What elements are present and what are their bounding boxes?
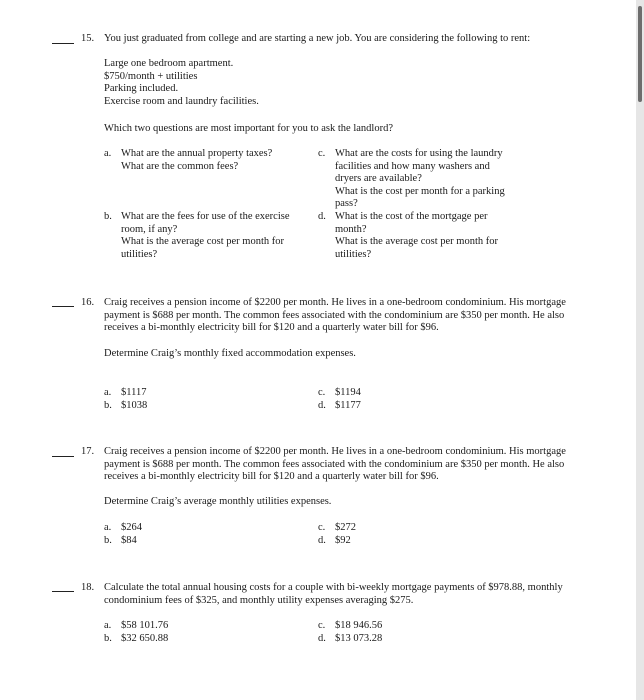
stem-line: receives a bi-monthly electricity bill for $120 and a quarterly water bill for $96.: [104, 322, 439, 334]
stem-line: condominium fees of $325, and monthly utility expenses averaging $275.: [104, 594, 414, 606]
stem-line: Craig receives a pension income of $2200 per month. He lives in a one-bedroom condominium. His mortgage: [104, 446, 566, 457]
stem-line: Calculate the total annual housing costs for a couple with bi-weekly mortgage payments of $978.88, monthly: [104, 582, 563, 593]
option-letter: a.: [104, 522, 112, 533]
vertical-scrollbar[interactable]: [636, 0, 644, 700]
option-line: room, if any?: [121, 223, 178, 235]
option-line: What is the cost of the mortgage per: [335, 211, 488, 222]
option-value: $84: [121, 535, 137, 546]
option-line: What is the average cost per month for: [335, 236, 498, 248]
option-letter: b.: [104, 633, 112, 644]
option-value: $1117: [121, 387, 147, 398]
option-line: What are the fees for use of the exercise: [121, 211, 290, 222]
question-number: 18.: [81, 582, 95, 593]
option-line: utilities?: [121, 248, 158, 260]
stem-line: Craig receives a pension income of $2200 per month. He lives in a one-bedroom condominium. His mortgage: [104, 297, 566, 308]
option-value: $13 073.28: [335, 633, 383, 644]
question-number: 15.: [81, 33, 95, 44]
question-prompt: Which two questions are most important for you to ask the landlord?: [104, 123, 393, 134]
answer-blank-18[interactable]: [52, 591, 74, 592]
option-letter: d.: [318, 535, 326, 546]
option-letter: d.: [318, 211, 326, 222]
question-stem: [104, 297, 566, 335]
option-letter: a.: [104, 620, 112, 631]
detail-line: Exercise room and laundry facilities.: [104, 95, 259, 107]
option-letter: c.: [318, 387, 326, 398]
question-stem: [104, 446, 566, 484]
option-letter: d.: [318, 400, 326, 411]
option-line: What is the cost per month for a parking: [335, 185, 505, 197]
option-line: What is the average cost per month for: [121, 236, 284, 248]
detail-line: Parking included.: [104, 83, 179, 95]
option-value: $32 650.88: [121, 633, 169, 644]
option-value: $272: [335, 522, 356, 533]
detail-line: $750/month + utilities: [104, 70, 198, 82]
stem-line: payment is $688 per month. The common fees associated with the condominium are $350 per month. He also: [104, 309, 565, 321]
option-value: $92: [335, 535, 351, 546]
option-letter: c.: [318, 522, 326, 533]
question-stem: You just graduated from college and are starting a new job. You are considering the following to rent:: [104, 33, 531, 44]
option-line: What are the costs for using the laundry: [335, 148, 503, 159]
question-prompt: Determine Craig’s average monthly utilities expenses.: [104, 496, 332, 507]
option-letter: b.: [104, 535, 112, 546]
option-line: facilities and how many washers and: [335, 160, 490, 172]
answer-blank-17[interactable]: [52, 456, 74, 457]
stem-line: payment is $688 per month. The common fees associated with the condominium are $350 per month. He also: [104, 458, 565, 470]
option-line: pass?: [335, 198, 358, 210]
option-letter: a.: [104, 148, 112, 159]
option-line: utilities?: [335, 248, 372, 260]
scrollbar-thumb[interactable]: [638, 6, 642, 102]
option-letter: b.: [104, 211, 112, 222]
option-line: month?: [335, 223, 367, 235]
question-stem: [104, 582, 563, 607]
stem-line: receives a bi-monthly electricity bill for $120 and a quarterly water bill for $96.: [104, 471, 439, 483]
option-line: What are the annual property taxes?: [121, 148, 273, 159]
option-letter: a.: [104, 387, 112, 398]
answer-blank-15[interactable]: [52, 43, 74, 44]
option-line: dryers are available?: [335, 173, 422, 185]
question-number: 17.: [81, 446, 95, 457]
option-line: What are the common fees?: [121, 160, 239, 172]
rental-details: [104, 58, 259, 108]
option-letter: c.: [318, 148, 326, 159]
option-value: $58 101.76: [121, 620, 169, 631]
question-prompt: Determine Craig’s monthly fixed accommodation expenses.: [104, 348, 356, 359]
option-value: $1177: [335, 400, 361, 411]
option-value: $264: [121, 522, 142, 533]
option-value: $1194: [335, 387, 361, 398]
answer-blank-16[interactable]: [52, 306, 74, 307]
option-letter: d.: [318, 633, 326, 644]
option-value: $18 946.56: [335, 620, 383, 631]
option-letter: c.: [318, 620, 326, 631]
detail-line: Large one bedroom apartment.: [104, 58, 234, 69]
option-value: $1038: [121, 400, 148, 411]
question-number: 16.: [81, 297, 95, 308]
option-letter: b.: [104, 400, 112, 411]
